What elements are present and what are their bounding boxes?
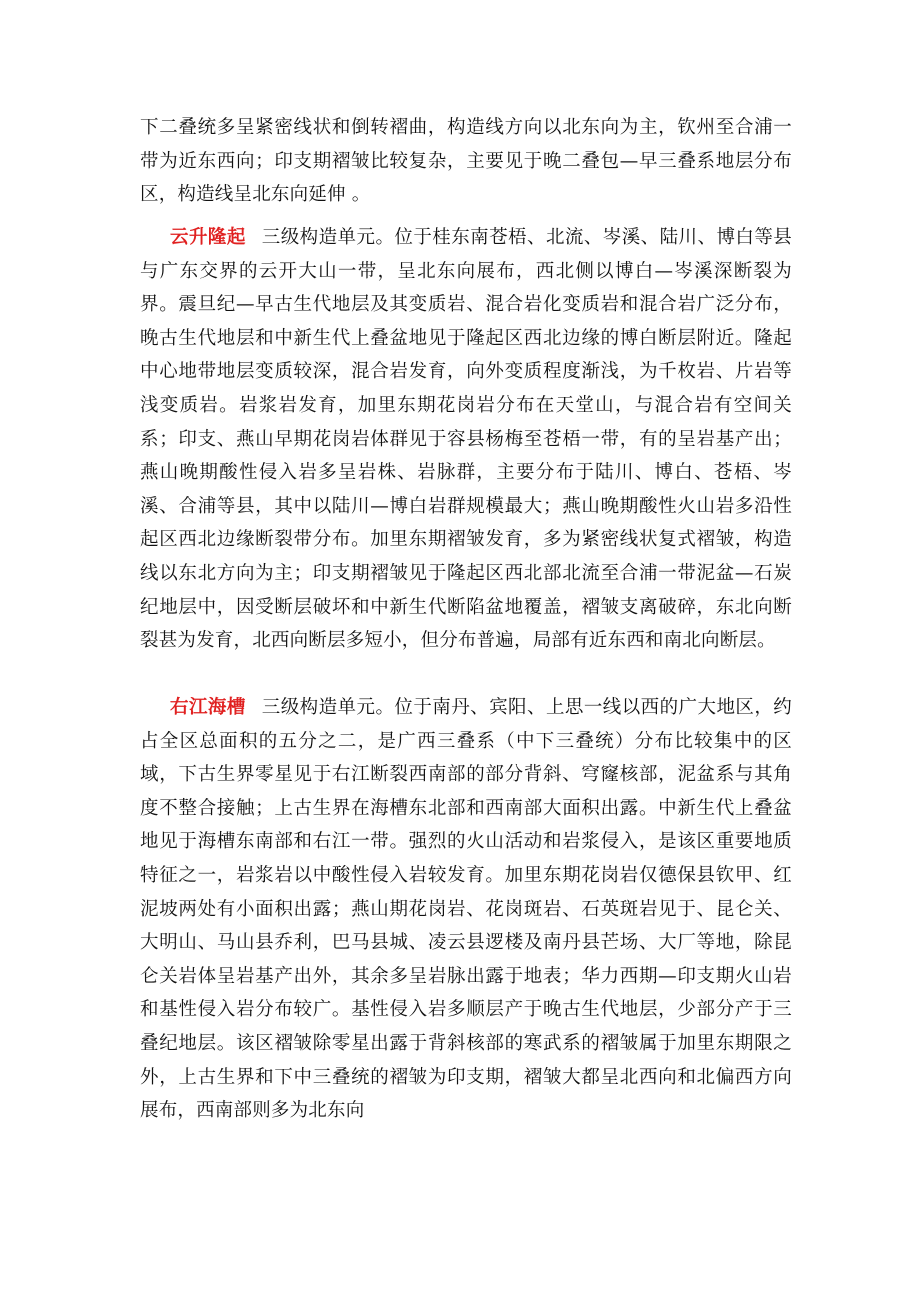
paragraph-1: [140, 111, 792, 212]
paragraph-1-text: 下二叠统多呈紧密线状和倒转褶曲，构造线方向以北东向为主，钦州至合浦一带为近东西向；印支期褶皱比较复杂，主要见于晚二叠包—早三叠系地层分布区，构造线呈北东向延伸 。: [140, 117, 792, 206]
section-youjiang: [140, 691, 792, 1128]
section-yunsheng: [140, 221, 792, 658]
section-yunsheng-body: 三级构造单元。位于桂东南苍梧、北流、岑溪、陆川、博白等县与广东交界的云开大山一带，呈北东向展布，西北侧以博白—岑溪深断裂为界。震旦纪—早古生代地层及其变质岩、混合岩化变质岩和混合岩广泛分布，晚古生代地层和中新生代上叠盆地见于隆起区西北边缘的博白断层附近。隆起中心地带地层变质较深，混合岩发育，向外变质程度渐浅，为千枚岩、片岩等浅变质岩。岩浆岩发育，加里东期花岗岩分布在天堂山，与混合岩有空间关系；印支、燕山早期花岗岩体群见于容县杨梅至苍梧一带，有的呈岩基产出；燕山晚期酸性侵入岩多呈岩株、岩脉群，主要分布于陆川、博白、苍梧、岑溪、合浦等县，其中以陆川—博白岩群规模最大；燕山晚期酸性火山岩多沿性起区西北边缘断裂带分布。加里东期褶皱发育，多为紧密线状复式褶皱，构造线以东北方向为主；印支期褶皱见于隆起区西北部北流至合浦一带泥盆—石炭纪地层中，因受断层破坏和中新生代断陷盆地覆盖，褶皱支离破碎，东北向断裂甚为发育，北西向断层多短小，但分布普遍，局部有近东西和南北向断层。: [140, 227, 792, 652]
section-yunsheng-heading: 云升隆起: [170, 227, 246, 248]
section-youjiang-heading: 右江海槽: [170, 697, 246, 718]
section-youjiang-paragraph: [140, 691, 792, 1128]
section-yunsheng-paragraph: [140, 221, 792, 658]
section-youjiang-body: 三级构造单元。位于南丹、宾阳、上思一线以西的广大地区，约占全区总面积的五分之二，是广西三叠系（中下三叠统）分布比较集中的区域，下古生界零星见于右江断裂西南部的部分背斜、穹窿核部，泥盆系与其角度不整合接触；上古生界在海槽东北部和西南部大面积出露。中新生代上叠盆地见于海槽东南部和右江一带。强烈的火山活动和岩浆侵入，是该区重要地质特征之一，岩浆岩以中酸性侵入岩较发育。加里东期花岗岩仅德保县钦甲、红泥坡两处有小面积出露；燕山期花岗岩、花岗斑岩、石英斑岩见于、昆仑关、大明山、马山县乔利，巴马县城、凌云县逻楼及南丹县芒场、大厂等地，除昆仑关岩体呈岩基产出外，其余多呈岩脉出露于地表；华力西期—印支期火山岩和基性侵入岩分布较广。基性侵入岩多顺层产于晚古生代地层，少部分产于三叠纪地层。该区褶皱除零星出露于背斜核部的寒武系的褶皱属于加里东期限之外，上古生界和下中三叠统的褶皱为印支期，褶皱大都呈北西向和北偏西方向展布，西南部则多为北东向: [140, 697, 792, 1122]
